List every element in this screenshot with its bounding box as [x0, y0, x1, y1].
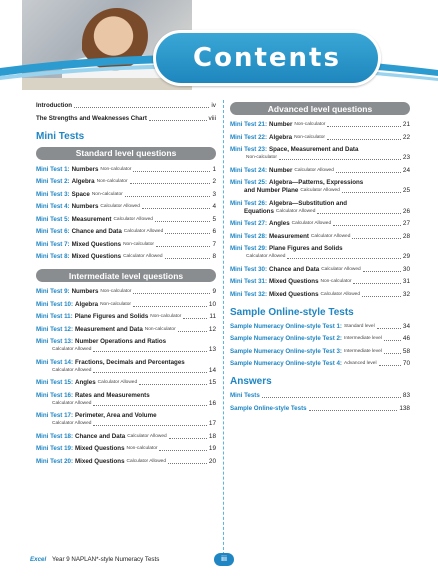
toc-entry-calc: Calculator Allowed — [100, 204, 140, 209]
toc-leader-dots — [384, 353, 401, 354]
toc-entry-topic: Numbers — [71, 203, 99, 210]
toc-entry[interactable] — [230, 323, 410, 331]
toc-leader-dots — [133, 171, 210, 172]
left-column — [36, 102, 216, 470]
toc-entry-calc: Calculator Allowed — [246, 254, 286, 259]
toc-leader-dots — [362, 296, 401, 297]
toc-entry-label: Mini Test 31: — [230, 278, 268, 285]
toc-entry-label: Mini Test 21: — [230, 121, 268, 128]
toc-entry-page: 25 — [402, 187, 410, 194]
toc-entry[interactable] — [230, 220, 410, 228]
toc-leader-dots — [139, 384, 207, 385]
toc-entry-calc: Intermediate level — [344, 348, 382, 354]
toc-entry-page: 29 — [402, 253, 410, 260]
toc-entry-calc: Non-calculator — [294, 134, 325, 140]
toc-entry-topic: Algebra—Patterns, Expressions — [269, 179, 364, 186]
answers-heading: Answers — [230, 376, 272, 387]
toc-entry-topic: Chance and Data — [71, 228, 122, 235]
toc-entry[interactable] — [36, 379, 216, 387]
toc-entry-page: 31 — [402, 278, 410, 285]
toc-leader-dots — [74, 107, 209, 108]
toc-entry-topic: Measurement and Data — [75, 325, 143, 333]
toc-entry-topic: Algebra—Substitution and — [269, 199, 348, 207]
toc-entry[interactable] — [230, 278, 410, 286]
toc-entry-calc: Non-calculator — [91, 191, 123, 197]
toc-leader-dots — [327, 126, 401, 127]
toc-entry[interactable] — [230, 360, 410, 368]
toc-leader-dots — [93, 425, 206, 426]
toc-entry-topic: Algebra — [71, 178, 95, 185]
toc-entry-label: Mini Test 15: — [36, 379, 74, 386]
toc-leader-dots — [93, 351, 206, 352]
toc-entry-label: Mini Test 8: — [36, 253, 70, 260]
mini-tests-heading: Mini Tests — [36, 130, 85, 142]
toc-entry-calc: Non-calculator — [294, 122, 326, 127]
toc-leader-dots — [377, 328, 401, 329]
toc-leader-dots — [183, 318, 207, 319]
toc-entry-page: viii — [208, 114, 216, 122]
toc-entry-line — [230, 154, 410, 162]
toc-entry-topic: Plane Figures and Solids — [269, 245, 343, 252]
toc-entry-topic: Space — [71, 190, 90, 198]
toc-entry-label: Mini Test 7: — [36, 240, 70, 248]
toc-entry-page: iv — [211, 102, 216, 109]
toc-leader-dots — [287, 258, 400, 259]
toc-entry-line — [230, 179, 410, 187]
toc-entry-topic: Numbers — [71, 288, 99, 295]
toc-entry-line — [36, 392, 216, 400]
toc-entry-page: 28 — [402, 232, 410, 240]
toc-entry-calc: Calculator Allowed — [294, 167, 334, 173]
toc-entry-label: Mini Test 13: — [36, 338, 74, 345]
toc-entry-topic: Space, Measurement and Data — [269, 146, 359, 153]
toc-entry-page: 27 — [402, 220, 410, 227]
toc-entry-line — [36, 400, 216, 408]
toc-entry-line — [230, 245, 410, 253]
toc-entry-page: 22 — [402, 133, 410, 141]
toc-entry-page: 1 — [212, 165, 216, 173]
toc-leader-dots — [93, 405, 206, 406]
toc-leader-dots — [327, 139, 401, 140]
toc-entry-label: Mini Test 32: — [230, 290, 268, 298]
toc-entry-label: Mini Test 20: — [36, 457, 74, 465]
toc-entry-calc: Standard level — [344, 323, 375, 329]
toc-entry-line — [36, 338, 216, 346]
toc-leader-dots — [159, 450, 206, 451]
toc-entry[interactable] — [230, 291, 410, 299]
toc-entry-label: Mini Test 19: — [36, 445, 74, 452]
toc-leader-dots — [336, 172, 401, 173]
toc-entry-calc: Calculator Allowed — [52, 421, 92, 426]
toc-entry[interactable] — [36, 301, 216, 309]
toc-entry-label: Mini Test 6: — [36, 228, 70, 235]
toc-entry-calc: Non-calculator — [100, 289, 132, 294]
toc-entry-calc: Non-calculator — [100, 301, 131, 307]
toc-entry-topic: Mixed Questions — [269, 290, 319, 298]
toc-entry[interactable] — [230, 179, 410, 195]
toc-leader-dots — [93, 372, 206, 373]
toc-entry-topic: Angles — [269, 220, 290, 227]
toc-entry-calc: Non-calculator — [246, 155, 277, 160]
toc-entry-page: 138 — [399, 404, 410, 412]
toc-leader-dots — [142, 208, 211, 209]
toc-entry-line — [36, 420, 216, 428]
toc-entry[interactable] — [36, 102, 216, 110]
toc-entry-calc: Calculator Allowed — [291, 221, 332, 226]
toc-leader-dots — [133, 293, 210, 294]
toc-entry-calc: Calculator Allowed — [113, 216, 153, 222]
advanced-level-heading: Advanced level questions — [230, 102, 410, 115]
toc-entry-page: 7 — [212, 240, 216, 248]
toc-entry-line — [230, 253, 410, 261]
footer-page-number: iii — [214, 553, 234, 566]
toc-entry-topic: Mixed Questions — [71, 253, 122, 260]
toc-entry-topic: Mixed Questions — [269, 278, 319, 285]
toc-entry-page: 11 — [209, 313, 216, 320]
toc-entry-topic: Angles — [75, 379, 96, 386]
toc-leader-dots — [352, 238, 401, 239]
toc-entry-page: 24 — [402, 166, 410, 174]
toc-leader-dots — [379, 365, 401, 366]
toc-leader-dots — [178, 331, 207, 332]
toc-entry-page: 5 — [212, 215, 216, 223]
toc-entry[interactable] — [36, 313, 216, 321]
toc-entry-calc: Calculator Allowed — [52, 347, 92, 352]
toc-entry-topic: Measurement — [269, 232, 309, 240]
toc-entry-calc: Calculator Allowed — [320, 291, 360, 297]
toc-entry-topic: Numbers — [71, 165, 99, 173]
toc-entry-topic: Mixed Questions — [75, 457, 125, 465]
toc-entry[interactable] — [230, 348, 410, 356]
toc-entry-page: 17 — [208, 420, 216, 427]
toc-entry[interactable] — [36, 326, 216, 334]
toc-entry-topic: Perimeter, Area and Volume — [75, 412, 157, 419]
toc-entry[interactable] — [36, 115, 216, 123]
toc-entry-line — [230, 208, 410, 216]
toc-entry-topic: Number Operations and Ratios — [75, 338, 167, 345]
toc-entry-calc: Calculator Allowed — [300, 188, 340, 193]
toc-leader-dots — [168, 463, 207, 464]
toc-entry[interactable] — [230, 392, 410, 400]
toc-leader-dots — [333, 225, 401, 226]
toc-entry-label: Mini Test 1: — [36, 165, 70, 173]
toc-entry-topic: Rates and Measurements — [75, 391, 150, 399]
toc-entry[interactable] — [36, 191, 216, 199]
toc-entry-page: 26 — [402, 207, 410, 215]
toc-entry-label: Mini Test 3: — [36, 190, 70, 198]
toc-entry-line — [230, 187, 410, 195]
toc-entry-calc: Non-calculator — [123, 241, 155, 247]
column-divider — [223, 100, 224, 560]
toc-entry-page: 14 — [208, 366, 216, 374]
toc-entry-calc: Non-calculator — [100, 166, 132, 172]
footer-title: Year 9 NAPLAN*-style Numeracy Tests — [52, 556, 160, 563]
toc-entry[interactable] — [36, 166, 216, 174]
toc-entry-label: Mini Test 11: — [36, 313, 73, 320]
toc-entry-label: Sample Numeracy Online-style Test 3: — [230, 347, 342, 355]
toc-entry-calc: Non-calculator — [126, 446, 158, 451]
toc-entry[interactable] — [230, 146, 410, 162]
toc-entry-page: 34 — [402, 322, 410, 330]
page-header — [0, 0, 438, 92]
toc-entry-label: Mini Test 22: — [230, 133, 268, 141]
toc-entry-label: Mini Test 27: — [230, 220, 268, 227]
toc-leader-dots — [384, 340, 401, 341]
toc-entry-page: 23 — [402, 154, 410, 161]
toc-entry-label: Mini Test 9: — [36, 288, 70, 295]
toc-entry[interactable] — [230, 134, 410, 142]
toc-entry-page: 20 — [208, 457, 216, 465]
toc-leader-dots — [156, 246, 210, 247]
toc-entry-label: Mini Test 5: — [36, 215, 70, 223]
toc-entry[interactable] — [230, 167, 410, 175]
toc-entry-label: Mini Test 10: — [36, 300, 74, 308]
toc-entry-calc: Calculator Allowed — [321, 266, 361, 272]
toc-entry-label: Mini Test 18: — [36, 432, 74, 440]
toc-entry-page: 4 — [212, 203, 216, 210]
toc-entry-page: 18 — [208, 432, 216, 440]
toc-entry-topic-cont: Equations — [244, 207, 274, 215]
toc-entry-topic: Algebra — [75, 300, 99, 308]
toc-entry-label: Mini Test 26: — [230, 199, 268, 207]
toc-entry-page: 21 — [402, 121, 410, 128]
toc-leader-dots — [165, 258, 211, 259]
toc-leader-dots — [130, 183, 211, 184]
toc-entry-label: Mini Test 28: — [230, 232, 268, 240]
toc-entry-page: 16 — [208, 399, 216, 407]
toc-leader-dots — [309, 410, 398, 411]
toc-entry-page: 12 — [208, 325, 216, 333]
toc-leader-dots — [149, 120, 207, 121]
toc-entry-calc: Non-calculator — [150, 314, 182, 319]
toc-entry[interactable] — [230, 121, 410, 129]
toc-entry-calc: Calculator Allowed — [52, 400, 92, 406]
toc-entry-label: Sample Numeracy Online-style Test 1: — [230, 322, 342, 330]
toc-entry[interactable] — [36, 458, 216, 466]
toc-entry-label: Mini Test 14: — [36, 358, 74, 366]
toc-entry-page: 8 — [212, 253, 216, 260]
toc-entry-line — [36, 412, 216, 420]
toc-entry[interactable] — [230, 266, 410, 274]
toc-leader-dots — [342, 192, 401, 193]
toc-entry[interactable] — [36, 288, 216, 296]
toc-entry-topic: Plane Figures and Solids — [74, 313, 149, 320]
standard-level-heading: Standard level questions — [36, 147, 216, 160]
toc-entry-label: Mini Tests — [230, 392, 260, 399]
toc-entry[interactable] — [230, 245, 410, 261]
toc-entry-label: Mini Test 25: — [230, 179, 268, 186]
right-column — [230, 102, 410, 417]
toc-leader-dots — [125, 196, 211, 197]
toc-leader-dots — [279, 159, 401, 160]
toc-entry-calc: Intermediate level — [344, 336, 382, 341]
toc-entry-line — [36, 346, 216, 354]
toc-entry[interactable] — [230, 335, 410, 343]
toc-entry[interactable] — [36, 338, 216, 354]
toc-entry-page: 32 — [402, 290, 410, 298]
toc-leader-dots — [353, 283, 400, 284]
toc-leader-dots — [169, 438, 207, 439]
toc-entry-topic: Fractions, Decimals and Percentages — [75, 358, 185, 366]
toc-entry-label: Sample Online-style Tests — [230, 404, 307, 412]
toc-entry-page: 10 — [208, 300, 216, 308]
toc-entry-page: 13 — [208, 346, 216, 353]
toc-entry-calc: Calculator Allowed — [52, 367, 92, 373]
toc-entry-label: Mini Test 23: — [230, 146, 268, 153]
toc-entry-line — [36, 359, 216, 367]
toc-entry-line — [230, 200, 410, 208]
toc-entry[interactable] — [36, 241, 216, 249]
footer-brand: Excel — [30, 556, 47, 563]
toc-entry-topic-cont: and Number Plane — [244, 187, 299, 194]
toc-entry[interactable] — [36, 433, 216, 441]
toc-entry-page: 6 — [212, 228, 216, 235]
toc-leader-dots — [133, 306, 207, 307]
toc-entry-calc: Calculator Allowed — [275, 208, 316, 214]
intermediate-level-heading: Intermediate level questions — [36, 269, 216, 282]
toc-entry-topic: Chance and Data — [75, 432, 126, 440]
toc-entry-line — [230, 146, 410, 154]
toc-entry-page: 2 — [212, 178, 216, 185]
toc-entry[interactable] — [230, 233, 410, 241]
toc-entry-line — [36, 367, 216, 375]
toc-leader-dots — [317, 213, 401, 214]
toc-entry-page: 30 — [402, 265, 410, 273]
toc-entry-topic: Number — [269, 121, 293, 128]
toc-entry-page: 15 — [208, 379, 216, 386]
toc-entry-calc: Non-calculator — [320, 279, 352, 284]
toc-entry-calc: Non-calculator — [144, 326, 176, 332]
toc-entry[interactable] — [36, 178, 216, 186]
toc-entry-label: Mini Test 30: — [230, 265, 268, 273]
toc-entry-topic: Algebra — [269, 133, 293, 141]
toc-entry-calc: Advanced level — [344, 361, 377, 366]
page-title: Contents — [193, 43, 341, 73]
toc-entry-topic: Mixed Questions — [75, 445, 125, 452]
toc-entry-page: 9 — [212, 288, 216, 295]
toc-leader-dots — [155, 221, 211, 222]
toc-entry-label: Mini Test 2: — [36, 178, 70, 185]
toc-entry-page: 46 — [402, 335, 410, 342]
toc-entry-label: The Strengths and Weaknesses Chart — [36, 114, 147, 122]
toc-entry-calc: Calculator Allowed — [127, 433, 167, 439]
toc-entry[interactable] — [36, 203, 216, 211]
contents-title-badge — [153, 30, 381, 86]
toc-entry[interactable] — [36, 412, 216, 428]
toc-entry[interactable] — [230, 405, 410, 413]
toc-entry-topic: Chance and Data — [269, 265, 320, 273]
toc-entry-page: 19 — [208, 445, 216, 452]
toc-entry-page: 3 — [212, 190, 216, 198]
toc-entry[interactable] — [36, 253, 216, 261]
toc-entry-calc: Calculator Allowed — [97, 380, 138, 385]
toc-entry[interactable] — [36, 359, 216, 375]
toc-entry-calc: Calculator Allowed — [126, 458, 166, 464]
toc-leader-dots — [165, 233, 210, 234]
toc-entry-calc: Calculator Allowed — [310, 233, 351, 239]
toc-entry-label: Mini Test 4: — [36, 203, 70, 210]
toc-entry-label: Sample Numeracy Online-style Test 2: — [230, 335, 342, 342]
toc-entry-calc: Non-calculator — [96, 179, 128, 184]
toc-entry-page: 83 — [402, 392, 410, 399]
toc-entry-topic: Number — [269, 166, 293, 174]
toc-entry[interactable] — [230, 200, 410, 216]
toc-entry-label: Mini Test 12: — [36, 325, 74, 333]
toc-entry[interactable] — [36, 228, 216, 236]
toc-entry-label: Mini Test 16: — [36, 391, 74, 399]
toc-entry[interactable] — [36, 392, 216, 408]
toc-leader-dots — [262, 397, 401, 398]
toc-entry[interactable] — [36, 445, 216, 453]
toc-entry-label: Mini Test 29: — [230, 245, 268, 252]
toc-entry-label: Introduction — [36, 102, 73, 109]
toc-entry-label: Mini Test 24: — [230, 166, 268, 174]
toc-entry-topic: Mixed Questions — [71, 240, 122, 248]
toc-entry-label: Sample Numeracy Online-style Test 4: — [230, 360, 342, 367]
page-footer — [30, 553, 410, 567]
toc-entry-topic: Measurement — [71, 215, 112, 223]
toc-entry-page: 58 — [402, 347, 410, 355]
toc-entry[interactable] — [36, 216, 216, 224]
toc-entry-label: Mini Test 17: — [36, 412, 74, 419]
online-tests-heading: Sample Online-style Tests — [230, 306, 354, 318]
toc-entry-calc: Calculator Allowed — [123, 229, 164, 234]
toc-entry-calc: Calculator Allowed — [123, 254, 163, 259]
toc-leader-dots — [363, 271, 401, 272]
toc-entry-page: 70 — [402, 360, 410, 367]
